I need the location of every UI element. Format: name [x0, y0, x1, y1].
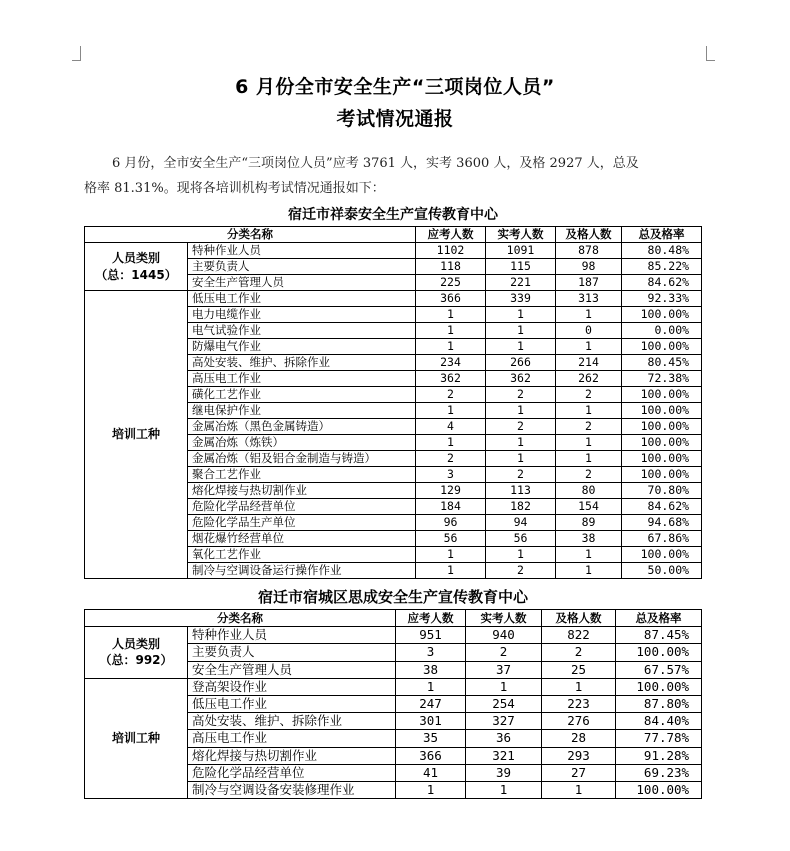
row-expected: 56: [416, 531, 486, 547]
row-expected: 1102: [416, 243, 486, 259]
col-actual: 实考人数: [486, 227, 556, 243]
row-pass-rate: 50.00%: [622, 563, 702, 579]
row-category-name: 高处安装、维护、拆除作业: [188, 355, 416, 371]
row-category-name: 高处安装、维护、拆除作业: [188, 713, 396, 730]
row-actual: 1: [486, 547, 556, 563]
table-header-row: [85, 610, 702, 627]
row-expected: 4: [416, 419, 486, 435]
row-passed: 98: [556, 259, 622, 275]
row-pass-rate: 84.62%: [622, 499, 702, 515]
group-label: 人员类别: [111, 637, 160, 652]
row-expected: 3: [416, 467, 486, 483]
row-actual: 113: [486, 483, 556, 499]
row-pass-rate: 87.80%: [616, 695, 702, 712]
row-pass-rate: 77.78%: [616, 730, 702, 747]
row-expected: 184: [416, 499, 486, 515]
row-expected: 1: [416, 547, 486, 563]
row-category-name: 烟花爆竹经营单位: [188, 531, 416, 547]
row-passed: 276: [542, 713, 616, 730]
row-actual: 56: [486, 531, 556, 547]
row-passed: 1: [556, 563, 622, 579]
row-pass-rate: 72.38%: [622, 371, 702, 387]
row-actual: 1: [486, 307, 556, 323]
row-expected: 225: [416, 275, 486, 291]
row-category-name: 安全生产管理人员: [188, 661, 396, 678]
row-expected: 1: [416, 307, 486, 323]
row-pass-rate: 87.45%: [616, 627, 702, 644]
row-category-name: 制冷与空调设备运行操作作业: [188, 563, 416, 579]
row-actual: 221: [486, 275, 556, 291]
row-expected: 366: [396, 747, 466, 764]
row-actual: 362: [486, 371, 556, 387]
exam-table-xiangtai: [84, 204, 702, 579]
row-expected: 1: [416, 435, 486, 451]
table-header-row: [85, 227, 702, 243]
row-pass-rate: 100.00%: [616, 781, 702, 798]
page-corner-mark-left: [80, 46, 81, 61]
intro-paragraph: [84, 151, 702, 201]
row-actual: 1: [486, 435, 556, 451]
table-row: [85, 678, 702, 695]
row-category-name: 登高架设作业: [188, 678, 396, 695]
row-passed: 89: [556, 515, 622, 531]
row-category-name: 高压电工作业: [188, 730, 396, 747]
row-expected: 3: [396, 644, 466, 661]
row-category-name: 低压电工作业: [188, 695, 396, 712]
row-pass-rate: 70.80%: [622, 483, 702, 499]
row-pass-rate: 100.00%: [622, 547, 702, 563]
row-category-name: 金属冶炼（黑色金属铸造）: [188, 419, 416, 435]
row-passed: 214: [556, 355, 622, 371]
row-category-name: 主要负责人: [188, 644, 396, 661]
row-passed: 0: [556, 323, 622, 339]
row-pass-rate: 84.62%: [622, 275, 702, 291]
row-expected: 301: [396, 713, 466, 730]
row-pass-rate: 100.00%: [616, 644, 702, 661]
row-actual: 36: [466, 730, 542, 747]
col-passed: 及格人数: [556, 227, 622, 243]
row-passed: 1: [556, 403, 622, 419]
row-pass-rate: 92.33%: [622, 291, 702, 307]
row-actual: 254: [466, 695, 542, 712]
row-pass-rate: 67.86%: [622, 531, 702, 547]
row-expected: 1: [416, 403, 486, 419]
row-expected: 129: [416, 483, 486, 499]
document-subtitle: 考试情况通报: [336, 108, 454, 130]
row-actual: 1: [486, 451, 556, 467]
table-body: [85, 243, 702, 579]
row-expected: 1: [416, 323, 486, 339]
col-rate: 总及格率: [616, 610, 702, 627]
row-pass-rate: 100.00%: [616, 678, 702, 695]
row-category-name: 危险化学品经营单位: [188, 764, 396, 781]
row-passed: 38: [556, 531, 622, 547]
row-actual: 37: [466, 661, 542, 678]
row-pass-rate: 91.28%: [616, 747, 702, 764]
row-actual: 266: [486, 355, 556, 371]
row-actual: 39: [466, 764, 542, 781]
row-category-name: 特种作业人员: [188, 243, 416, 259]
row-category-name: 危险化学品生产单位: [188, 515, 416, 531]
row-actual: 2: [486, 419, 556, 435]
row-expected: 118: [416, 259, 486, 275]
row-passed: 2: [556, 387, 622, 403]
col-rate: 总及格率: [622, 227, 702, 243]
row-passed: 1: [556, 451, 622, 467]
group-total: （总：992）: [99, 653, 173, 668]
row-actual: 94: [486, 515, 556, 531]
row-expected: 951: [396, 627, 466, 644]
intro-line-1: 6 月份，全市安全生产“三项岗位人员”应考 3761 人，实考 3600 人，及格 2927 人，总及: [112, 156, 639, 171]
row-category-name: 高压电工作业: [188, 371, 416, 387]
group-training-type: 培训工种: [85, 291, 188, 579]
row-actual: 1: [486, 403, 556, 419]
row-expected: 1: [396, 678, 466, 695]
row-passed: 878: [556, 243, 622, 259]
row-expected: 247: [396, 695, 466, 712]
row-actual: 1: [486, 323, 556, 339]
row-pass-rate: 100.00%: [622, 403, 702, 419]
table-row: [85, 627, 702, 644]
row-expected: 1: [416, 339, 486, 355]
row-expected: 96: [416, 515, 486, 531]
exam-table-sicheng: [84, 586, 702, 799]
row-pass-rate: 100.00%: [622, 307, 702, 323]
row-category-name: 金属冶炼（炼铁）: [188, 435, 416, 451]
row-passed: 1: [556, 307, 622, 323]
row-category-name: 金属冶炼（铝及铝合金制造与铸造）: [188, 451, 416, 467]
row-actual: 2: [466, 644, 542, 661]
row-passed: 187: [556, 275, 622, 291]
row-expected: 41: [396, 764, 466, 781]
row-actual: 182: [486, 499, 556, 515]
row-category-name: 熔化焊接与热切割作业: [188, 483, 416, 499]
group-personnel-category: [85, 243, 188, 291]
row-pass-rate: 0.00%: [622, 323, 702, 339]
row-pass-rate: 69.23%: [616, 764, 702, 781]
row-pass-rate: 100.00%: [622, 339, 702, 355]
row-expected: 38: [396, 661, 466, 678]
row-passed: 1: [556, 339, 622, 355]
group-total: （总：1445）: [95, 267, 177, 282]
row-expected: 35: [396, 730, 466, 747]
row-category-name: 主要负责人: [188, 259, 416, 275]
page-corner-mark-right: [706, 60, 715, 61]
row-actual: 339: [486, 291, 556, 307]
row-passed: 313: [556, 291, 622, 307]
col-actual: 实考人数: [466, 610, 542, 627]
row-category-name: 危险化学品经营单位: [188, 499, 416, 515]
row-passed: 27: [542, 764, 616, 781]
col-expected: 应考人数: [416, 227, 486, 243]
row-passed: 2: [556, 467, 622, 483]
row-passed: 1: [556, 435, 622, 451]
table-row: [85, 291, 702, 307]
row-category-name: 制冷与空调设备安装修理作业: [188, 781, 396, 798]
row-pass-rate: 100.00%: [622, 467, 702, 483]
row-pass-rate: 80.45%: [622, 355, 702, 371]
row-pass-rate: 85.22%: [622, 259, 702, 275]
row-passed: 25: [542, 661, 616, 678]
row-category-name: 安全生产管理人员: [188, 275, 416, 291]
col-expected: 应考人数: [396, 610, 466, 627]
row-category-name: 继电保护作业: [188, 403, 416, 419]
col-passed: 及格人数: [542, 610, 616, 627]
col-category: 分类名称: [85, 610, 396, 627]
row-category-name: 防爆电气作业: [188, 339, 416, 355]
row-category-name: 磺化工艺作业: [188, 387, 416, 403]
row-category-name: 特种作业人员: [188, 627, 396, 644]
row-passed: 2: [542, 644, 616, 661]
row-passed: 28: [542, 730, 616, 747]
row-pass-rate: 67.57%: [616, 661, 702, 678]
row-passed: 2: [556, 419, 622, 435]
group-label: 人员类别: [111, 250, 160, 265]
row-category-name: 氧化工艺作业: [188, 547, 416, 563]
row-actual: 115: [486, 259, 556, 275]
row-expected: 234: [416, 355, 486, 371]
row-actual: 1091: [486, 243, 556, 259]
row-pass-rate: 84.40%: [616, 713, 702, 730]
row-pass-rate: 100.00%: [622, 419, 702, 435]
row-actual: 2: [486, 467, 556, 483]
row-category-name: 低压电工作业: [188, 291, 416, 307]
table-row: [85, 243, 702, 259]
table-body: [85, 627, 702, 799]
document-title: 6 月份全市安全生产“三项岗位人员”: [235, 76, 555, 98]
row-pass-rate: 100.00%: [622, 435, 702, 451]
row-passed: 822: [542, 627, 616, 644]
row-category-name: 电气试验作业: [188, 323, 416, 339]
row-expected: 1: [396, 781, 466, 798]
group-training-type: 培训工种: [85, 678, 188, 798]
page-corner-mark-left: [72, 60, 81, 61]
row-category-name: 熔化焊接与热切割作业: [188, 747, 396, 764]
row-pass-rate: 100.00%: [622, 451, 702, 467]
row-category-name: 聚合工艺作业: [188, 467, 416, 483]
row-actual: 1: [466, 678, 542, 695]
row-pass-rate: 100.00%: [622, 387, 702, 403]
intro-line-2: 格率 81.31%。现将各培训机构考试情况通报如下：: [84, 181, 385, 196]
row-passed: 223: [542, 695, 616, 712]
row-actual: 321: [466, 747, 542, 764]
row-actual: 327: [466, 713, 542, 730]
group-personnel-category: [85, 627, 188, 679]
row-category-name: 电力电缆作业: [188, 307, 416, 323]
row-actual: 2: [486, 387, 556, 403]
row-passed: 262: [556, 371, 622, 387]
row-passed: 1: [556, 547, 622, 563]
row-expected: 366: [416, 291, 486, 307]
row-expected: 362: [416, 371, 486, 387]
row-passed: 80: [556, 483, 622, 499]
page-corner-mark-right: [706, 46, 707, 61]
row-pass-rate: 94.68%: [622, 515, 702, 531]
row-passed: 1: [542, 678, 616, 695]
row-actual: 2: [486, 563, 556, 579]
row-expected: 1: [416, 563, 486, 579]
row-actual: 940: [466, 627, 542, 644]
row-expected: 2: [416, 387, 486, 403]
row-passed: 1: [542, 781, 616, 798]
col-category: 分类名称: [85, 227, 416, 243]
row-pass-rate: 80.48%: [622, 243, 702, 259]
training-center-name: 宿迁市宿城区思成安全生产宣传教育中心: [85, 586, 702, 610]
row-passed: 293: [542, 747, 616, 764]
row-expected: 2: [416, 451, 486, 467]
row-actual: 1: [486, 339, 556, 355]
training-center-name: 宿迁市祥泰安全生产宣传教育中心: [85, 204, 702, 227]
row-actual: 1: [466, 781, 542, 798]
row-passed: 154: [556, 499, 622, 515]
